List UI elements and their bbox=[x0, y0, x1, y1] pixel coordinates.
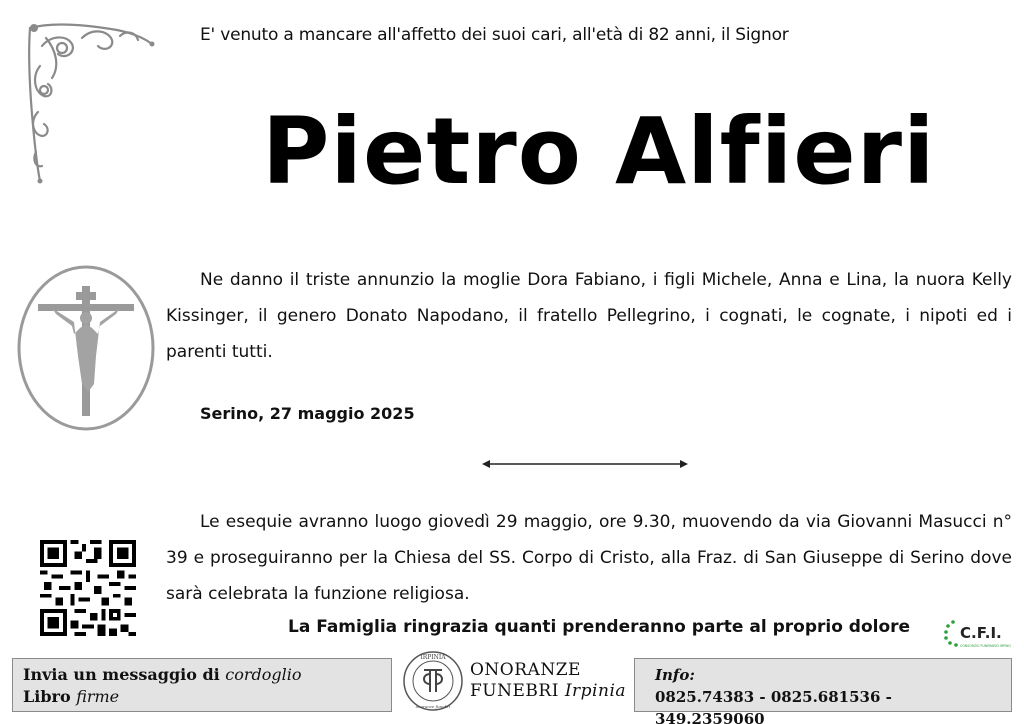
condolence-box[interactable] bbox=[12, 658, 392, 712]
qr-code[interactable] bbox=[40, 540, 136, 636]
guestbook-link[interactable]: Libro firme bbox=[23, 687, 120, 706]
double-arrow-divider bbox=[480, 457, 690, 471]
funeral-text: Le esequie avranno luogo giovedì 29 maggio, ore 9.30, muovendo da via Giovanni Masucci n° 39 e proseguiranno per la Chiesa del SS. Corpo di Cristo, alla Fraz. di San Giuseppe di Serino dove sarà celebrata la funzione religiosa. bbox=[166, 512, 1012, 604]
company-name: ONORANZE FUNEBRI Irpinia bbox=[470, 660, 627, 701]
info-box bbox=[634, 658, 1012, 724]
condolence-link[interactable]: Invia un messaggio di cordoglio bbox=[23, 665, 302, 684]
announcement-text: Ne danno il triste annunzio la moglie Dora Fabiano, i figli Michele, Anna e Lina, la nuora Kelly Kissinger, il genero Donato Napodano, il fratello Pellegrino, i cognati, le cognate, i nipoti ed i parenti tutti. bbox=[166, 270, 1012, 362]
intro-text: E' venuto a mancare all'affetto dei suoi cari, all'età di 82 anni, il Signor bbox=[200, 25, 789, 45]
logo-top-text: IRPINIA bbox=[420, 654, 446, 661]
cfi-subtext: CONSORZIO FUNERARIO IRPINO bbox=[960, 644, 1011, 648]
thanks-text: La Famiglia ringrazia quanti prenderanno parte al proprio dolore bbox=[288, 617, 911, 637]
cfi-logo bbox=[940, 618, 1018, 650]
corner-ornament bbox=[22, 16, 157, 186]
deceased-name: Pietro Alfieri bbox=[262, 98, 936, 205]
crucifix-icon bbox=[16, 264, 156, 432]
logo-bottom-text: onoranze funebri bbox=[415, 704, 451, 709]
phone-numbers[interactable]: 0825.74383 - 0825.681536 - 349.2359060 bbox=[655, 688, 892, 724]
place-date: Serino, 27 maggio 2025 bbox=[200, 404, 415, 423]
funeral-paragraph bbox=[166, 504, 1012, 612]
company-logo bbox=[402, 650, 464, 712]
announcement-paragraph bbox=[166, 262, 1012, 370]
cfi-text: C.F.I. bbox=[960, 624, 1002, 642]
info-label: Info: bbox=[655, 666, 695, 684]
